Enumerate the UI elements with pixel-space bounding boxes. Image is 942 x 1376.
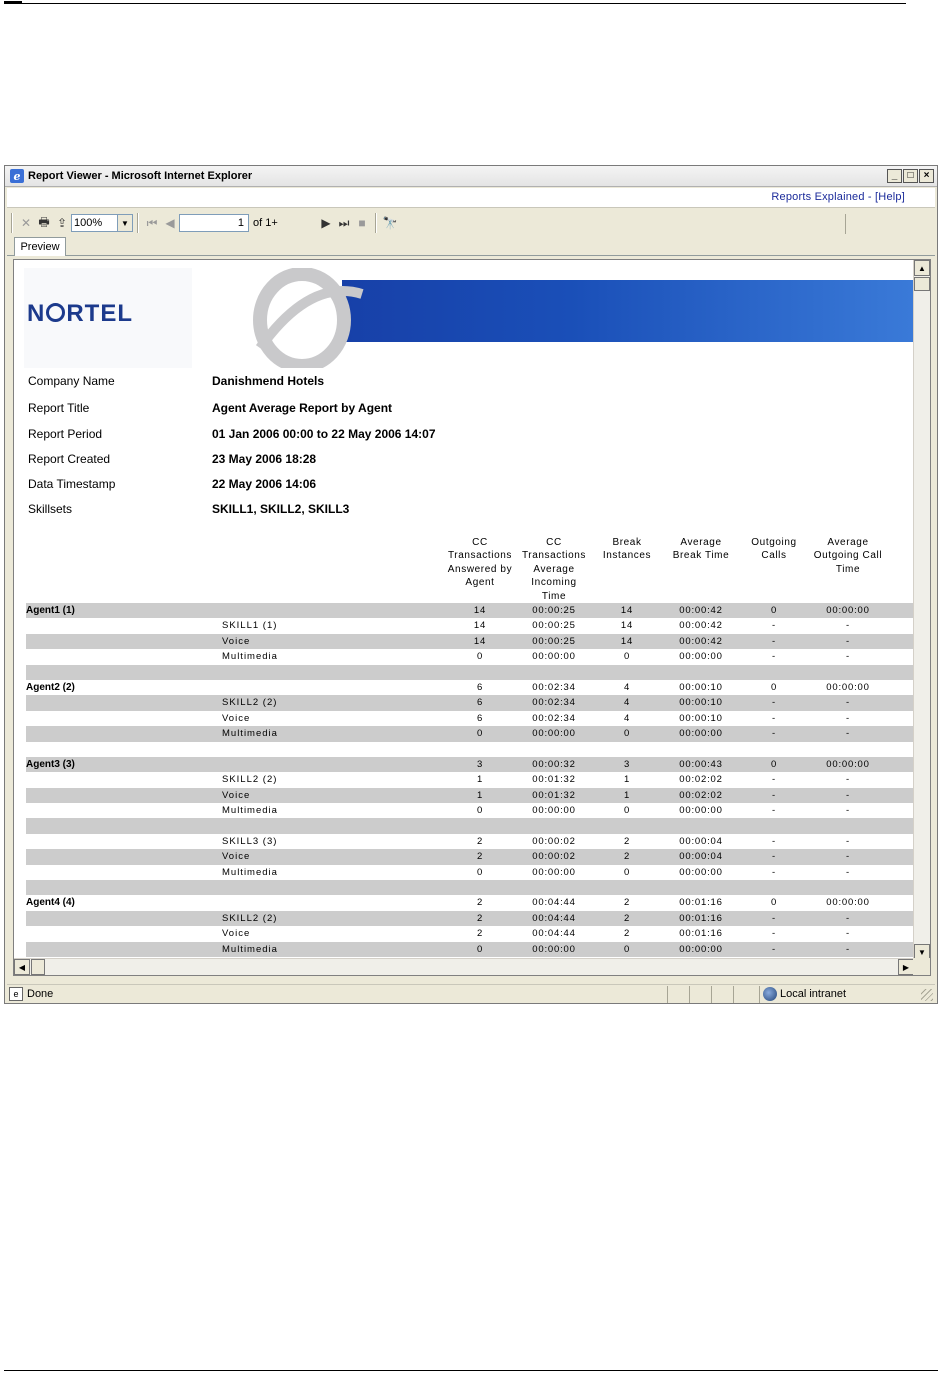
skill-row: [26, 772, 914, 787]
next-page-icon[interactable]: ▶: [321, 216, 331, 230]
page-count: of 1+: [253, 217, 278, 229]
page-number-input[interactable]: 1: [179, 214, 249, 232]
table-cell: 00:01:32: [532, 774, 576, 786]
spacer-row: [26, 818, 914, 833]
skill-row: [26, 849, 914, 864]
table-cell: -: [772, 651, 776, 663]
table-cell: 00:00:42: [679, 635, 723, 647]
column-header-line: Break: [612, 537, 642, 548]
table-cell: -: [846, 635, 850, 647]
table-cell: 00:00:00: [679, 651, 723, 663]
table-cell: 00:02:34: [532, 697, 576, 709]
spacer-row: [26, 742, 914, 757]
skill-row: [26, 788, 914, 803]
scroll-down-icon[interactable]: ▼: [914, 944, 930, 960]
column-header: [446, 536, 514, 590]
column-header-line: Incoming: [531, 577, 577, 589]
agent-name: Agent2 (2): [26, 681, 75, 693]
meta-value: Danishmend Hotels: [212, 374, 325, 388]
table-cell: 00:04:44: [532, 897, 576, 909]
close-icon[interactable]: ✕: [20, 216, 32, 230]
table-cell: 6: [476, 712, 484, 724]
table-cell: 4: [623, 712, 631, 724]
globe-icon: [763, 987, 777, 1001]
meta-label: Company Name: [28, 374, 115, 388]
table-cell: -: [846, 835, 850, 847]
skillset-name: Multimedia: [222, 805, 278, 817]
tab-strip-line: [7, 255, 935, 256]
column-header: [594, 536, 660, 563]
table-cell: 00:00:00: [679, 805, 723, 817]
table-cell: 2: [623, 851, 631, 863]
last-page-icon[interactable]: ⏭: [338, 215, 350, 230]
table-cell: 1: [476, 774, 484, 786]
skill-row: [26, 865, 914, 880]
column-header: [664, 536, 738, 563]
zoom-value: 100%: [74, 217, 103, 229]
help-bar: [7, 188, 935, 208]
table-cell: 00:00:32: [532, 758, 576, 770]
page-done-icon: e: [9, 987, 23, 1001]
table-cell: 00:00:04: [679, 851, 723, 863]
table-cell: -: [846, 697, 850, 709]
skillset-name: SKILL1 (1): [222, 620, 278, 632]
column-header-line: CC: [472, 537, 488, 548]
window-controls: [887, 169, 934, 183]
table-cell: 0: [476, 651, 484, 663]
meta-label: Report Period: [28, 427, 103, 441]
table-cell: 0: [770, 605, 778, 616]
column-header-line: Transactions: [521, 550, 587, 562]
status-cell: [667, 986, 689, 1003]
resize-grip-icon[interactable]: [921, 989, 933, 1001]
column-header-line: Average: [533, 563, 575, 575]
agent-name: Agent1 (1): [26, 605, 75, 616]
skill-row: [26, 634, 914, 649]
stop-icon[interactable]: ■: [358, 216, 366, 230]
table-cell: -: [846, 912, 850, 924]
page-top-rule: [4, 0, 906, 4]
toolbar-separator: [375, 213, 377, 233]
table-cell: 2: [623, 928, 631, 940]
table-cell: 2: [476, 928, 484, 940]
meta-value: 01 Jan 2006 00:00 to 22 May 2006 14:07: [212, 427, 436, 441]
table-cell: -: [846, 943, 850, 955]
table-cell: 6: [476, 697, 484, 709]
table-cell: -: [772, 912, 776, 924]
agent-row: [26, 895, 914, 910]
table-cell: 00:00:25: [532, 620, 576, 632]
first-page-icon[interactable]: ⏮: [146, 215, 158, 230]
table-cell: 0: [476, 728, 484, 740]
column-header-line: Time: [541, 590, 567, 602]
report-banner: [192, 268, 914, 368]
table-cell: 00:00:00: [532, 805, 576, 817]
scroll-left-icon[interactable]: ◀: [14, 959, 30, 975]
table-cell: -: [772, 928, 776, 940]
table-cell: 1: [623, 789, 631, 801]
table-cell: 00:00:42: [679, 605, 723, 616]
scroll-up-icon[interactable]: ▲: [914, 260, 930, 276]
export-icon[interactable]: ⇪: [56, 216, 68, 230]
table-cell: 00:02:02: [679, 774, 723, 786]
spacer-row: [26, 665, 914, 680]
ie-icon: e: [10, 169, 24, 183]
status-cell: [733, 986, 755, 1003]
zone-label: Local intranet: [780, 988, 847, 1000]
table-cell: 00:01:16: [679, 897, 723, 909]
column-header-line: Instances: [602, 550, 652, 562]
table-cell: -: [772, 620, 776, 632]
zoom-select[interactable]: [71, 214, 133, 232]
skillset-name: Multimedia: [222, 866, 278, 878]
meta-label: Data Timestamp: [28, 477, 116, 491]
skill-row: [26, 942, 914, 957]
table-cell: 14: [473, 620, 487, 632]
skill-row: [26, 911, 914, 926]
table-cell: 4: [623, 681, 631, 693]
table-cell: 00:00:10: [679, 697, 723, 709]
table-cell: 0: [623, 651, 631, 663]
table-cell: -: [846, 928, 850, 940]
skillset-name: SKILL2 (2): [222, 774, 278, 786]
table-cell: 3: [623, 758, 631, 770]
status-cell: [711, 986, 733, 1003]
table-cell: 00:00:25: [532, 605, 576, 616]
table-cell: 00:00:00: [826, 758, 870, 770]
close-button[interactable]: ×: [919, 169, 934, 183]
page-bottom-rule: [4, 1370, 938, 1371]
title-bar[interactable]: [5, 166, 937, 187]
table-cell: -: [846, 866, 850, 878]
help-links[interactable]: Reports Explained - [Help]: [771, 191, 905, 203]
column-header-line: Average: [680, 537, 722, 548]
page-top-mark: [4, 0, 22, 4]
table-cell: 2: [623, 897, 631, 909]
previous-page-icon[interactable]: ◀: [165, 216, 175, 230]
table-cell: 00:04:44: [532, 928, 576, 940]
column-header-line: Agent: [465, 577, 495, 589]
meta-value: 22 May 2006 14:06: [212, 477, 317, 491]
scroll-corner: [913, 958, 930, 975]
column-header-line: Time: [835, 563, 861, 575]
table-cell: 00:00:00: [679, 866, 723, 878]
tab-preview[interactable]: Preview: [14, 237, 66, 256]
vertical-scrollbar[interactable]: [913, 260, 930, 960]
column-header-line: Outgoing Call: [813, 550, 883, 562]
table-cell: 2: [476, 912, 484, 924]
chevron-down-icon[interactable]: ▼: [117, 215, 132, 231]
report-frame: [13, 259, 931, 976]
vertical-scroll-thumb[interactable]: [914, 277, 930, 291]
table-cell: 14: [473, 605, 487, 616]
agent-name: Agent3 (3): [26, 758, 75, 770]
table-cell: 00:00:00: [826, 605, 870, 616]
security-zone: [759, 986, 846, 1003]
column-header-line: Break Time: [672, 550, 730, 562]
table-cell: -: [772, 805, 776, 817]
table-cell: 6: [476, 681, 484, 693]
table-cell: -: [772, 728, 776, 740]
toolbar-separator: [137, 213, 139, 233]
nortel-logo: [24, 268, 192, 368]
table-cell: 2: [476, 851, 484, 863]
table-cell: 00:00:00: [679, 943, 723, 955]
meta-label: Report Created: [28, 452, 111, 466]
table-cell: 3: [476, 758, 484, 770]
minimize-button[interactable]: _: [887, 169, 902, 183]
table-cell: 0: [476, 943, 484, 955]
column-header-line: CC: [546, 537, 562, 548]
meta-value: SKILL1, SKILL2, SKILL3: [212, 502, 350, 516]
agent-row: [26, 680, 914, 695]
table-cell: 00:00:42: [679, 620, 723, 632]
table-cell: 00:00:02: [532, 851, 576, 863]
agent-row: [26, 757, 914, 772]
table-cell: -: [846, 805, 850, 817]
horizontal-scroll-thumb[interactable]: [31, 959, 45, 975]
column-header: [742, 536, 806, 563]
skill-row: [26, 695, 914, 710]
table-cell: 00:02:34: [532, 712, 576, 724]
skillset-name: Voice: [222, 928, 251, 940]
skill-row: [26, 649, 914, 664]
report-table: [26, 603, 914, 957]
table-cell: -: [846, 728, 850, 740]
skillset-name: Voice: [222, 789, 251, 801]
table-cell: -: [772, 866, 776, 878]
table-cell: 00:01:16: [679, 912, 723, 924]
table-cell: 00:00:00: [532, 728, 576, 740]
meta-value: 23 May 2006 18:28: [212, 452, 317, 466]
table-cell: -: [846, 651, 850, 663]
toolbar-separator: [11, 213, 13, 233]
meta-label: Report Title: [28, 401, 90, 415]
meta-value: Agent Average Report by Agent: [212, 401, 393, 415]
status-cell: [689, 986, 711, 1003]
banner-bar: [342, 280, 914, 342]
window-title: Report Viewer - Microsoft Internet Explorer: [28, 170, 253, 182]
table-cell: -: [772, 635, 776, 647]
toolbar-end-separator: [845, 214, 846, 234]
report-content: [14, 260, 914, 960]
table-cell: 00:00:10: [679, 681, 723, 693]
skillset-name: SKILL3 (3): [222, 835, 278, 847]
report-toolbar: [7, 210, 935, 236]
table-cell: -: [772, 943, 776, 955]
column-header: [520, 536, 588, 603]
search-icon[interactable]: 🔭: [382, 216, 398, 230]
table-cell: -: [846, 712, 850, 724]
table-cell: -: [846, 620, 850, 632]
meta-label: Skillsets: [28, 502, 73, 516]
table-cell: -: [846, 774, 850, 786]
browser-window: [4, 165, 938, 1004]
skill-row: [26, 803, 914, 818]
table-cell: 0: [770, 758, 778, 770]
skillset-name: Voice: [222, 851, 251, 863]
table-cell: 00:00:00: [679, 728, 723, 740]
status-bar: [7, 984, 935, 1003]
table-cell: -: [772, 697, 776, 709]
status-text: Done: [27, 988, 54, 1000]
logo-text: N RTEL: [27, 300, 134, 327]
table-cell: 0: [476, 805, 484, 817]
table-cell: 2: [476, 897, 484, 909]
column-header: [810, 536, 886, 576]
skillset-name: SKILL2 (2): [222, 912, 278, 924]
agent-row: [26, 603, 914, 618]
skill-row: [26, 618, 914, 633]
table-cell: 00:01:16: [679, 928, 723, 940]
skillset-name: Multimedia: [222, 943, 278, 955]
table-cell: 0: [476, 866, 484, 878]
table-cell: 00:02:34: [532, 681, 576, 693]
print-icon[interactable]: 🖶: [38, 214, 50, 229]
skillset-name: SKILL2 (2): [222, 697, 278, 709]
table-cell: 1: [476, 789, 484, 801]
skillset-name: Multimedia: [222, 651, 278, 663]
table-cell: 00:01:32: [532, 789, 576, 801]
table-cell: 0: [623, 728, 631, 740]
maximize-button[interactable]: □: [903, 169, 918, 183]
table-cell: 1: [623, 774, 631, 786]
table-cell: 00:00:00: [826, 897, 870, 909]
agent-name: Agent4 (4): [26, 897, 75, 909]
table-cell: 0: [623, 866, 631, 878]
table-cell: -: [772, 712, 776, 724]
table-cell: 00:00:00: [532, 943, 576, 955]
column-header-line: Answered by: [447, 563, 513, 575]
skill-row: [26, 926, 914, 941]
skill-row: [26, 711, 914, 726]
spacer-row: [26, 880, 914, 895]
table-cell: 4: [623, 697, 631, 709]
table-cell: 14: [620, 620, 634, 632]
table-cell: 00:00:00: [532, 866, 576, 878]
scroll-right-icon[interactable]: ▶: [898, 959, 914, 975]
table-cell: 00:00:25: [532, 635, 576, 647]
table-cell: 0: [623, 943, 631, 955]
table-cell: 14: [620, 605, 634, 616]
table-cell: -: [846, 789, 850, 801]
table-cell: 14: [620, 635, 634, 647]
table-cell: 2: [623, 912, 631, 924]
table-cell: 0: [770, 897, 778, 909]
horizontal-scrollbar[interactable]: [14, 958, 914, 975]
table-cell: 00:00:02: [532, 835, 576, 847]
table-cell: -: [772, 789, 776, 801]
skillset-name: Voice: [222, 635, 251, 647]
table-cell: 00:00:04: [679, 835, 723, 847]
table-cell: -: [846, 851, 850, 863]
globe-graphic: [240, 268, 370, 368]
table-cell: 2: [476, 835, 484, 847]
column-header-line: Calls: [761, 550, 787, 562]
table-cell: 00:02:02: [679, 789, 723, 801]
table-cell: 00:00:00: [826, 681, 870, 693]
skillset-name: Multimedia: [222, 728, 278, 740]
table-cell: 14: [473, 635, 487, 647]
column-header-line: Average: [827, 537, 869, 548]
table-cell: 00:00:43: [679, 758, 723, 770]
column-header-line: Transactions: [447, 550, 513, 562]
table-cell: -: [772, 835, 776, 847]
skill-row: [26, 726, 914, 741]
skill-row: [26, 834, 914, 849]
table-cell: 2: [623, 835, 631, 847]
table-cell: 00:00:00: [532, 651, 576, 663]
table-cell: 00:04:44: [532, 912, 576, 924]
skillset-name: Voice: [222, 712, 251, 724]
table-cell: -: [772, 851, 776, 863]
table-cell: 0: [623, 805, 631, 817]
table-cell: 00:00:10: [679, 712, 723, 724]
table-cell: 0: [770, 681, 778, 693]
column-header-line: Outgoing: [751, 537, 797, 548]
table-cell: -: [772, 774, 776, 786]
